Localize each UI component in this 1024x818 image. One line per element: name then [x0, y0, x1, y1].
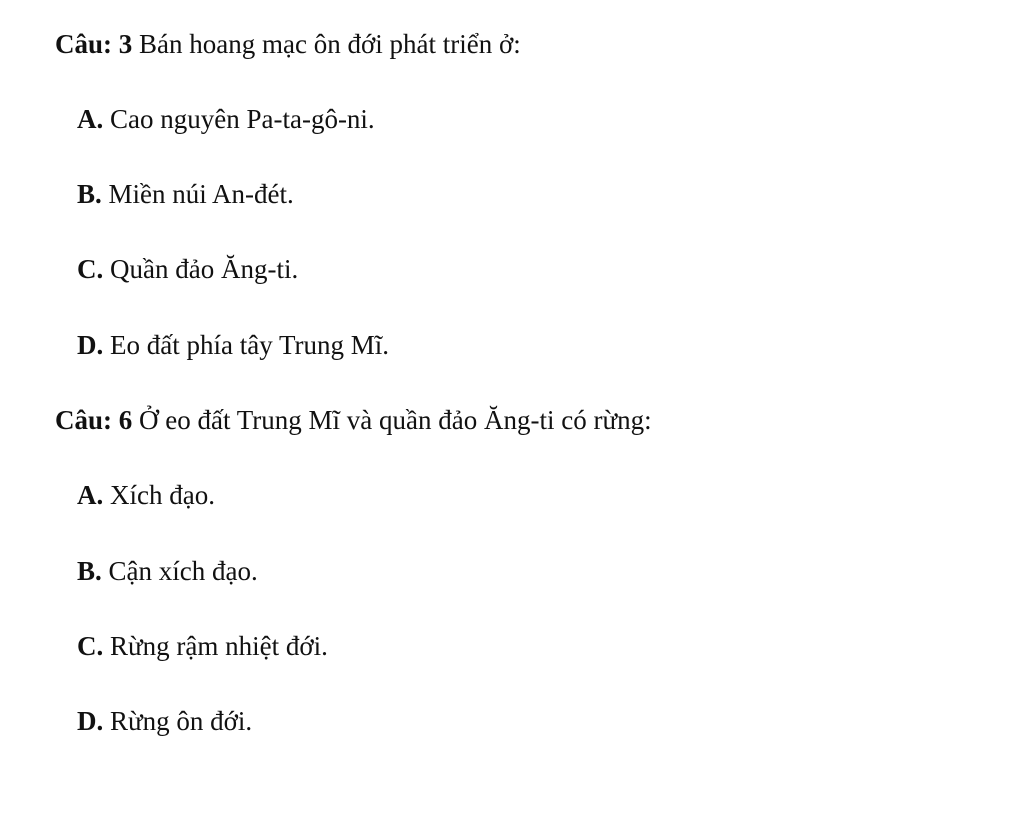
question-6-option-d — [77, 705, 252, 737]
question-label: Câu: — [55, 29, 113, 59]
question-number: 6 — [118, 405, 133, 435]
option-text: Rừng rậm nhiệt đới. — [110, 631, 328, 661]
question-label: Câu: — [55, 405, 113, 435]
option-text: Quần đảo Ăng-ti. — [110, 254, 299, 284]
option-text: Rừng ôn đới. — [110, 706, 253, 736]
option-letter: D. — [77, 706, 104, 736]
question-6 — [55, 404, 652, 436]
question-text: Ở eo đất Trung Mĩ và quần đảo Ăng-ti có rừng: — [139, 405, 652, 435]
option-letter: A. — [77, 104, 104, 134]
question-text: Bán hoang mạc ôn đới phát triển ở: — [139, 29, 521, 59]
option-letter: C. — [77, 254, 104, 284]
option-letter: D. — [77, 330, 104, 360]
question-6-option-c — [77, 630, 328, 662]
option-letter: A. — [77, 480, 104, 510]
question-3-option-d — [77, 329, 389, 361]
question-3-option-c — [77, 253, 298, 285]
option-text: Cao nguyên Pa-ta-gô-ni. — [110, 104, 375, 134]
question-3-option-a — [77, 103, 375, 135]
question-6-option-b — [77, 555, 258, 587]
option-text: Eo đất phía tây Trung Mĩ. — [110, 330, 390, 360]
option-letter: B. — [77, 556, 102, 586]
option-text: Miền núi An-đét. — [108, 179, 294, 209]
option-text: Xích đạo. — [110, 480, 215, 510]
option-letter: C. — [77, 631, 104, 661]
option-text: Cận xích đạo. — [108, 556, 258, 586]
question-6-option-a — [77, 479, 215, 511]
option-letter: B. — [77, 179, 102, 209]
question-number: 3 — [118, 29, 133, 59]
question-3 — [55, 28, 521, 60]
question-3-option-b — [77, 178, 294, 210]
